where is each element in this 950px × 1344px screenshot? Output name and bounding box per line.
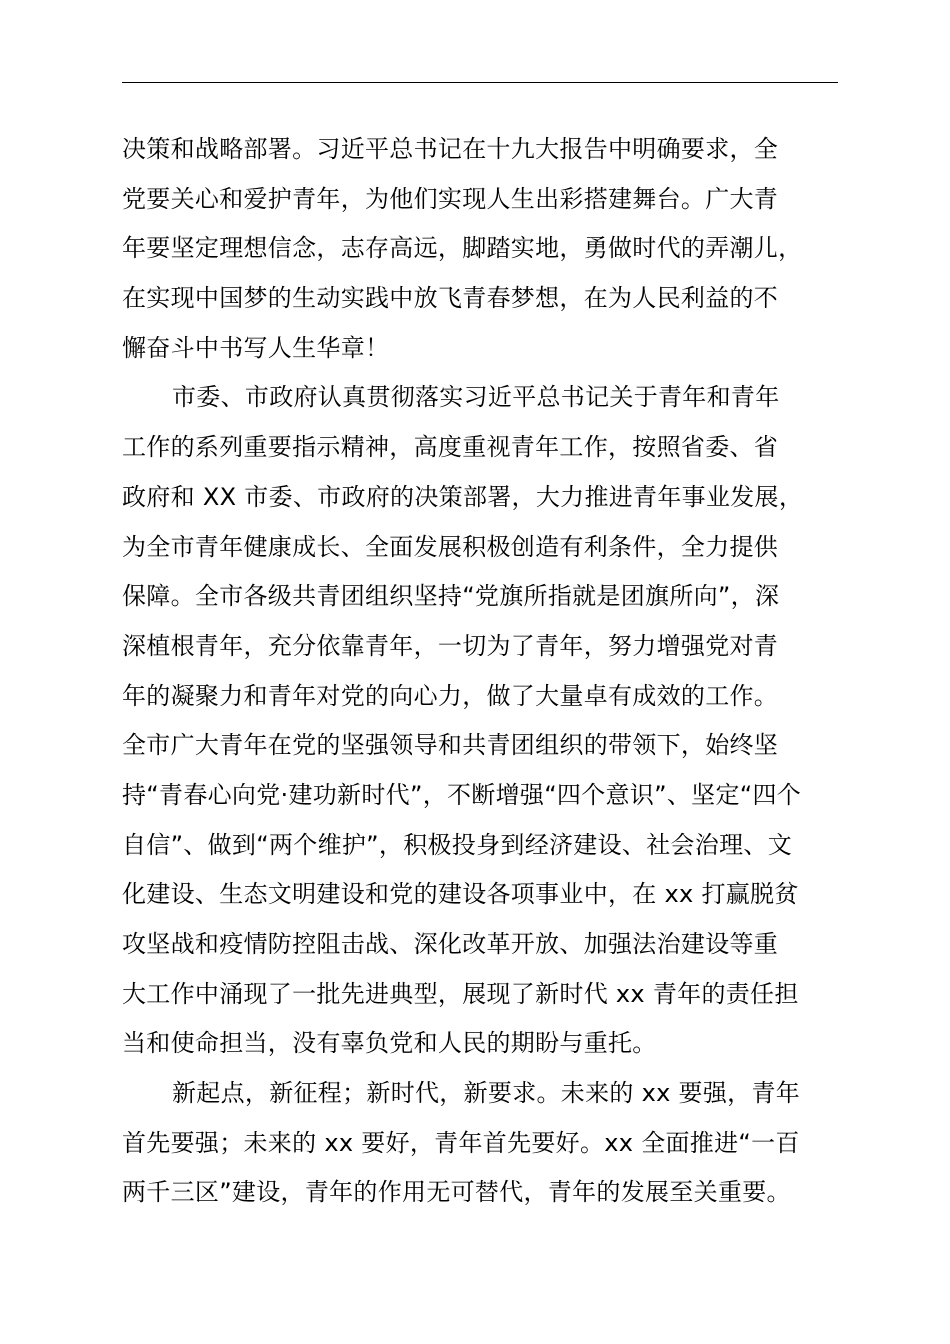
text-line: 保障。全市各级共青团组织坚持“党旗所指就是团旗所向”，深 xyxy=(122,582,780,611)
text-line: 大工作中涌现了一批先进典型，展现了新时代 xx 青年的责任担 xyxy=(122,979,799,1008)
text-line: 年要坚定理想信念，志存高远，脚踏实地，勇做时代的弄潮儿， xyxy=(122,234,803,263)
header-rule xyxy=(122,82,838,83)
text-line: 深植根青年，充分依靠青年，一切为了青年，努力增强党对青 xyxy=(122,631,779,660)
text-line: 为全市青年健康成长、全面发展积极创造有利条件，全力提供 xyxy=(122,532,779,561)
text-line: 政府和 XX 市委、市政府的决策部署，大力推进青年事业发展， xyxy=(122,482,804,511)
body-text xyxy=(122,125,842,1218)
text-line: 决策和战略部署。习近平总书记在十九大报告中明确要求，全 xyxy=(122,135,779,163)
text-line: 化建设、生态文明建设和党的建设各项事业中，在 xx 打赢脱贫 xyxy=(122,880,799,909)
text-line: 自信”、做到“两个维护”，积极投身到经济建设、社会治理、文 xyxy=(122,830,792,859)
text-line: 全市广大青年在党的坚强领导和共青团组织的带领下，始终坚 xyxy=(122,731,779,760)
text-line: 年的凝聚力和青年对党的向心力，做了大量卓有成效的工作。 xyxy=(122,681,779,710)
text-line: 党要关心和爱护青年，为他们实现人生出彩搭建舞台。广大青 xyxy=(122,184,779,213)
text-line: 在实现中国梦的生动实践中放飞青春梦想，在为人民利益的不 xyxy=(122,284,779,313)
paragraph-first-line: 新起点，新征程；新时代，新要求。未来的 xx 要强，青年 xyxy=(172,1079,801,1108)
text-line: 当和使命担当，没有辜负党和人民的期盼与重托。 xyxy=(122,1029,657,1058)
paragraph-first-line: 市委、市政府认真贯彻落实习近平总书记关于青年和青年 xyxy=(172,383,780,412)
text-line: 懈奋斗中书写人生华章！ xyxy=(122,333,390,362)
text-line: 两千三区”建设，青年的作用无可替代，青年的发展至关重要。 xyxy=(122,1178,791,1207)
text-line: 持“青春心向党·建功新时代”，不断增强“四个意识”、坚定“四个 xyxy=(122,780,802,809)
text-line: 攻坚战和疫情防控阻击战、深化改革开放、加强法治建设等重 xyxy=(122,930,779,958)
text-line: 工作的系列重要指示精神，高度重视青年工作，按照省委、省 xyxy=(122,433,779,462)
text-line: 首先要强；未来的 xx 要好，青年首先要好。xx 全面推进“一百 xyxy=(122,1128,800,1157)
